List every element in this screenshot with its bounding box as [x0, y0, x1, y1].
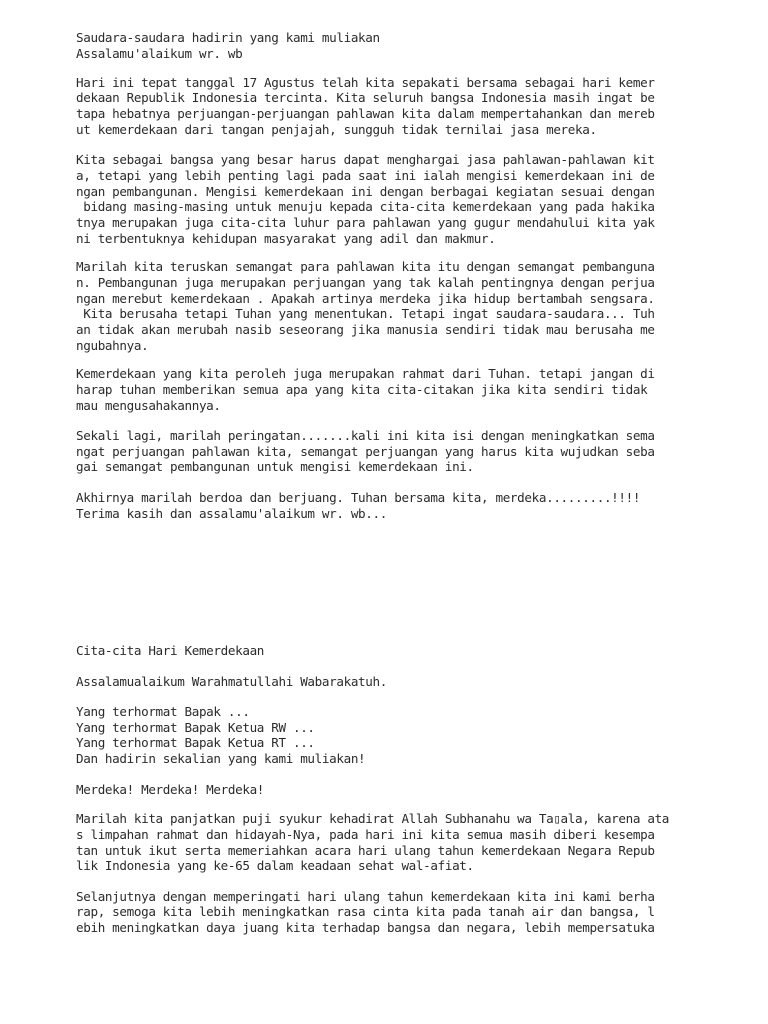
text-line: Cita-cita Hari Kemerdekaan: [76, 642, 265, 658]
text-line: Yang terhormat Bapak Ketua RW ...: [76, 719, 315, 735]
text-line: tapa hebatnya perjuangan-perjuangan pahlawan kita dalam mempertahankan dan mereb: [76, 105, 655, 121]
text-line: Kemerdekaan yang kita peroleh juga merupakan rahmat dari Tuhan. tetapi jangan di: [76, 366, 655, 382]
text-line: ngubahnya.: [76, 337, 149, 353]
text-line: n. Pembangunan juga merupakan perjuangan yang tak kalah pentingnya dengan perjua: [76, 274, 655, 290]
text-line: Marilah kita teruskan semangat para pahlawan kita itu dengan semangat pembanguna: [76, 259, 655, 275]
text-line: tan untuk ikut serta memeriahkan acara hari ulang tahun kemerdekaan Negara Repub: [76, 842, 655, 858]
text-line: ngan pembangunan. Mengisi kemerdekaan ini dengan berbagai kegiatan sesuai dengan: [76, 183, 655, 199]
text-line: Selanjutnya dengan memperingati hari ulang tahun kemerdekaan kita ini kami berha: [76, 888, 655, 904]
text-line: bidang masing-masing untuk menuju kepada cita-cita kemerdekaan yang pada hakika: [76, 199, 655, 215]
text-line: Kita berusaha tetapi Tuhan yang menentukan. Tetapi ingat saudara-saudara... Tuh: [76, 306, 655, 322]
text-line: Akhirnya marilah berdoa dan berjuang. Tuhan bersama kita, merdeka.........!!!!: [76, 489, 641, 505]
text-line: s limpahan rahmat dan hidayah-Nya, pada hari ini kita semua masih diberi kesempa: [76, 826, 655, 842]
text-line: Hari ini tepat tanggal 17 Agustus telah kita sepakati bersama sebagai hari kemer: [76, 74, 655, 90]
text-line: Assalamualaikum Warahmatullahi Wabarakatuh.: [76, 673, 387, 689]
text-line: Kita sebagai bangsa yang besar harus dapat menghargai jasa pahlawan-pahlawan kit: [76, 152, 655, 168]
text-line: rap, semoga kita lebih meningkatkan rasa cinta kita pada tanah air dan bangsa, l: [76, 904, 655, 920]
text-line: gai semangat pembangunan untuk mengisi kemerdekaan ini.: [76, 459, 474, 475]
text-line: ngan merebut kemerdekaan . Apakah artinya merdeka jika hidup bertambah sengsara.: [76, 290, 655, 306]
text-line: Marilah kita panjatkan puji syukur kehadirat Allah Subhanahu wa Ta▯ala, karena ata: [76, 811, 670, 827]
text-line: mau mengusahakannya.: [76, 397, 221, 413]
text-line: ngat perjuangan pahlawan kita, semangat perjuangan yang harus kita wujudkan seba: [76, 443, 655, 459]
text-line: Sekali lagi, marilah peringatan.......kali ini kita isi dengan meningkatkan sema: [76, 428, 655, 443]
text-line: ni terbentuknya kehidupan masyarakat yang adil dan makmur.: [76, 230, 496, 246]
text-line: an tidak akan merubah nasib seseorang jika manusia sendiri tidak mau berusaha me: [76, 321, 655, 337]
text-line: dekaan Republik Indonesia tercinta. Kita seluruh bangsa Indonesia masih ingat be: [76, 90, 655, 106]
text-line: Merdeka! Merdeka! Merdeka!: [76, 781, 265, 797]
text-line: lik Indonesia yang ke-65 dalam keadaan sehat wal-afiat.: [76, 858, 474, 874]
text-line: Terima kasih dan assalamu'alaikum wr. wb...: [76, 505, 387, 521]
text-line: a, tetapi yang lebih penting lagi pada saat ini ialah mengisi kemerdekaan ini de: [76, 167, 655, 183]
text-line: harap tuhan memberikan semua apa yang kita cita-citakan jika kita sendiri tidak: [76, 381, 648, 397]
text-line: Saudara-saudara hadirin yang kami muliakan: [76, 30, 380, 45]
text-line: ebih meningkatkan daya juang kita terhadap bangsa dan negara, lebih mempersatuka: [76, 920, 655, 936]
text-line: Dan hadirin sekalian yang kami muliakan!: [76, 751, 366, 767]
text-line: ut kemerdekaan dari tangan penjajah, sungguh tidak ternilai jasa mereka.: [76, 121, 597, 137]
text-line: Assalamu'alaikum wr. wb: [76, 45, 243, 61]
text-line: Yang terhormat Bapak Ketua RT ...: [76, 735, 315, 751]
text-line: tnya merupakan juga cita-cita luhur para pahlawan yang gugur mendahului kita yak: [76, 214, 655, 230]
text-line: Yang terhormat Bapak ...: [76, 704, 250, 719]
